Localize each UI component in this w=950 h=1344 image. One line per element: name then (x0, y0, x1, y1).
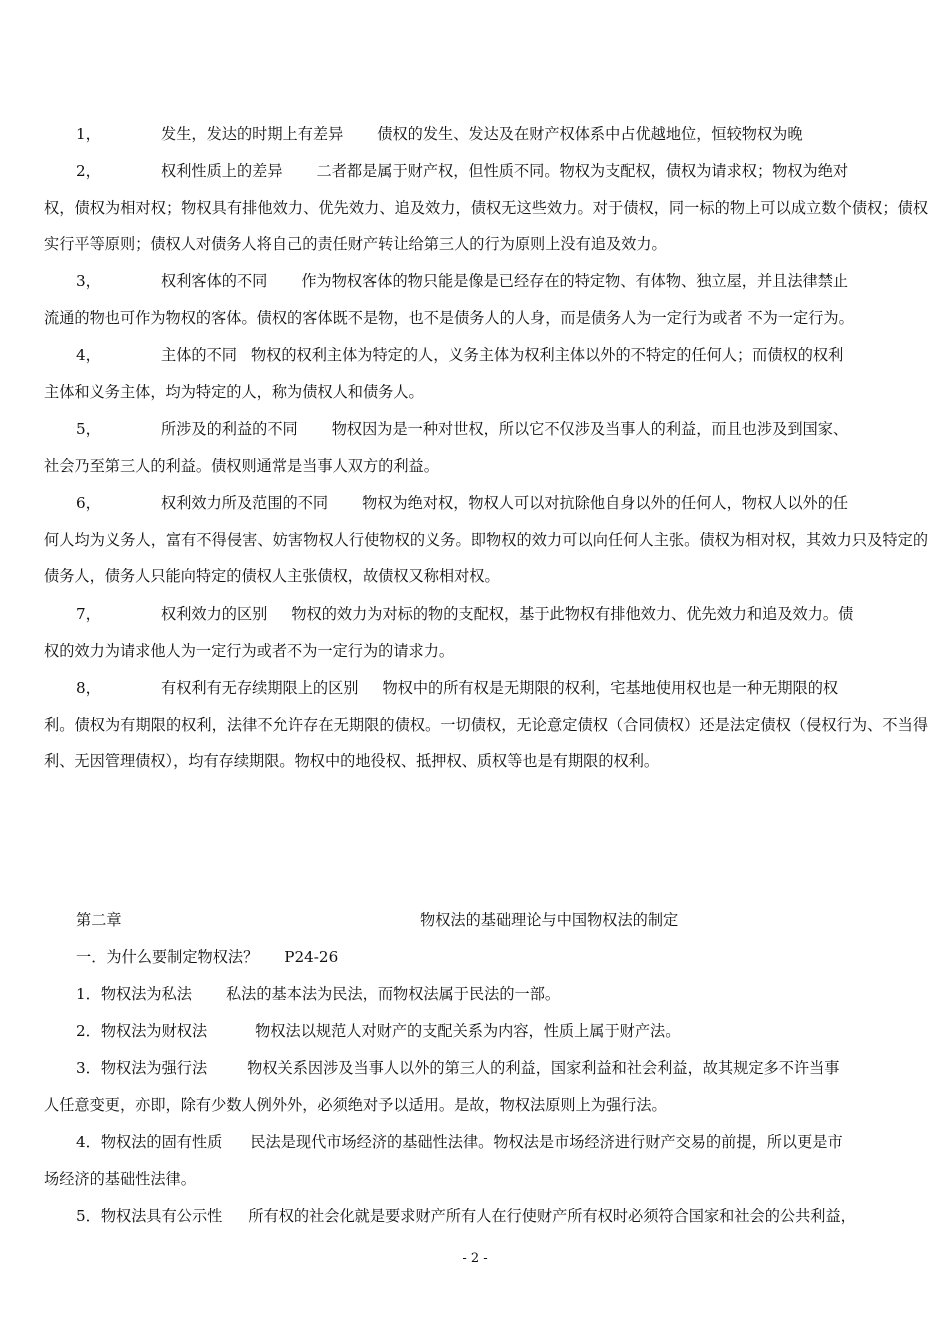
item-text: 二者都是属于财产权，但性质不同。物权为支配权，债权为请求权；物权为绝对 (316, 162, 849, 180)
item-text: 所有权的社会化就是要求财产所有人在行使财产所有权时必须符合国家和社会的公共利益， (248, 1207, 856, 1225)
item-text: 物权为绝对权，物权人可以对抗除他自身以外的任何人，物权人以外的任 (362, 494, 849, 512)
item-title: 4．物权法的固有性质 (76, 1133, 223, 1151)
item-number: 4， (76, 346, 101, 364)
item-title: 5．物权法具有公示性 (76, 1207, 223, 1225)
item-title: 3．物权法为强行法 (76, 1059, 208, 1077)
list-item (44, 670, 928, 780)
list-item (44, 116, 928, 153)
item-text: 物权因为是一种对世权，所以它不仅涉及当事人的利益，而且也涉及到国家、 (331, 420, 849, 438)
item-text: 债权的发生、发达及在财产权体系中占优越地位，恒较物权为晚 (377, 125, 803, 143)
chapter-title: 物权法的基础理论与中国物权法的制定 (420, 911, 679, 929)
item-text-continued: 权，债权为相对权；物权具有排他效力、优先效力、追及效力，债权无这些效力。对于债权，同一标的物上可以成立数个债权；债权实行平等原则；债权人对债务人将自己的责任财产转让给第三人的行为原则上没有追及效力。 (44, 198, 928, 253)
item-title: 发生，发达的时期上有差异 (161, 125, 344, 143)
list-item (44, 337, 928, 410)
item-title: 所涉及的利益的不同 (161, 420, 298, 438)
item-title: 有权利有无存续期限上的区别 (161, 679, 359, 697)
list-item (44, 596, 928, 669)
item-text: 物权中的所有权是无期限的权利，宅基地使用权也是一种无期限的权 (382, 679, 839, 697)
item-number: 8， (76, 679, 101, 697)
item-title: 权利效力的区别 (161, 605, 268, 623)
item-text: 作为物权客体的物只能是像是已经存在的特定物、有体物、独立屋，并且法律禁止 (301, 272, 849, 290)
list-item (44, 1013, 928, 1050)
item-text-continued: 主体和义务主体，均为特定的人，称为债权人和债务人。 (44, 382, 424, 401)
item-title: 主体的不同 (161, 346, 237, 364)
item-text-continued: 社会乃至第三人的利益。债权则通常是当事人双方的利益。 (44, 456, 439, 475)
item-text-continued: 权的效力为请求他人为一定行为或者不为一定行为的请求力。 (44, 641, 455, 660)
item-title: 权利效力所及范围的不同 (161, 494, 329, 512)
item-text: 物权的权利主体为特定的人，义务主体为权利主体以外的不特定的任何人；而债权的权利 (250, 346, 844, 364)
item-text: 物权法以规范人对财产的支配关系为内容，性质上属于财产法。 (255, 1022, 681, 1040)
list-item (44, 485, 928, 595)
item-text-continued: 利。债权为有期限的权利，法律不允许存在无期限的债权。一切债权，无论意定债权（合同债权）还是法定债权（侵权行为、不当得利、无因管理债权），均有存续期限。物权中的地役权、抵押权、质权等也是有期限的权利。 (44, 715, 928, 770)
item-number: 7， (76, 605, 101, 623)
list-item (44, 1124, 928, 1197)
item-text-continued: 人任意变更，亦即，除有少数人例外外，必须绝对予以适用。是故，物权法原则上为强行法。 (44, 1095, 667, 1114)
item-title: 权利性质上的差异 (161, 162, 283, 180)
item-text: 物权的效力为对标的物的支配权，基于此物权有排他效力、优先效力和追及效力。债 (291, 605, 854, 623)
page-reference: P24-26 (284, 948, 339, 966)
item-text-continued: 流通的物也可作为物权的客体。债权的客体既不是物，也不是债务人的人身，而是债务人为一定行为或者 不为一定行为。 (44, 308, 854, 327)
item-number: 3， (76, 272, 101, 290)
page-number: - 2 - (462, 1251, 488, 1266)
item-title: 2．物权法为财权法 (76, 1022, 208, 1040)
item-text-continued: 场经济的基础性法律。 (44, 1169, 196, 1188)
list-item (44, 1198, 928, 1235)
item-title: 1．物权法为私法 (76, 985, 192, 1003)
question-text: 一．为什么要制定物权法？ (76, 948, 259, 966)
list-item (44, 153, 928, 263)
list-item (44, 976, 928, 1013)
item-title: 权利客体的不同 (161, 272, 268, 290)
item-text: 私法的基本法为民法，而物权法属于民法的一部。 (225, 985, 561, 1003)
item-text: 民法是现代市场经济的基础性法律。物权法是市场经济进行财产交易的前提，所以更是市 (250, 1133, 843, 1151)
item-number: 5， (76, 420, 101, 438)
item-number: 6， (76, 494, 101, 512)
list-item (44, 411, 928, 484)
chapter-label: 第二章 (76, 911, 122, 929)
list-item (44, 1050, 928, 1123)
section-question (76, 947, 338, 967)
item-number: 1， (76, 125, 101, 143)
item-text: 物权关系因涉及当事人以外的第三人的利益，国家利益和社会利益，故其规定多不许当事 (247, 1059, 840, 1077)
item-number: 2， (76, 162, 101, 180)
list-item (44, 263, 928, 336)
item-text-continued: 何人均为义务人，富有不得侵害、妨害物权人行使物权的义务。即物权的效力可以向任何人主张。债权为相对权，其效力只及特定的债务人，债务人只能向特定的债权人主张债权，故债权又称相对权。 (44, 530, 928, 585)
